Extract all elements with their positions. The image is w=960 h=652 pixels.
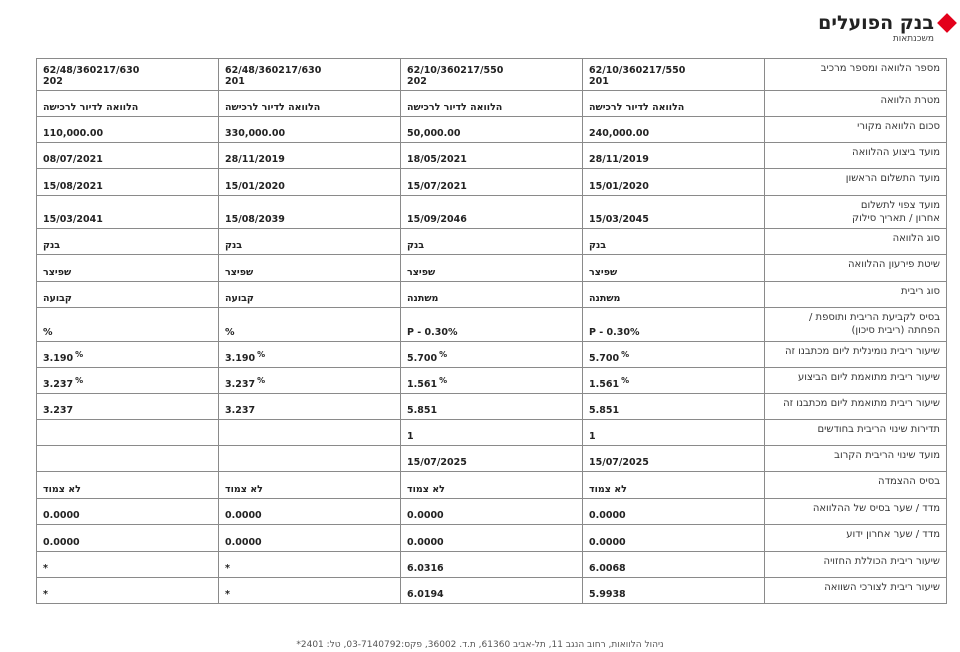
loan-2-value bbox=[401, 420, 583, 446]
row-label: סוג ריבית bbox=[765, 282, 947, 308]
cell-value: הלוואה לדיור לרכישה bbox=[407, 102, 503, 113]
loan-1-value bbox=[583, 525, 765, 552]
loan-4-value bbox=[37, 196, 219, 229]
cell-value: שפיצר bbox=[225, 267, 254, 278]
table-row bbox=[37, 308, 947, 342]
loan-3-value bbox=[219, 308, 401, 342]
row-label: שיעור ריבית לצורכי השוואה bbox=[765, 578, 947, 604]
cell-value: 15/03/2045 bbox=[589, 214, 649, 225]
loan-3-value bbox=[219, 525, 401, 552]
cell-value: 330,000.00 bbox=[225, 128, 286, 139]
loan-2-value bbox=[401, 117, 583, 143]
loan-4-value bbox=[37, 552, 219, 578]
loan-4-value bbox=[37, 308, 219, 342]
cell-value: 240,000.00 bbox=[589, 128, 650, 139]
loan-1-value bbox=[583, 169, 765, 196]
cell-value: 6.0194 bbox=[407, 589, 444, 600]
row-label: סוג הלוואה bbox=[765, 229, 947, 255]
loan-3-value bbox=[219, 59, 401, 91]
loan-2-value bbox=[401, 446, 583, 472]
table-row bbox=[37, 91, 947, 117]
cell-value: 3.237 bbox=[43, 405, 74, 416]
table-row bbox=[37, 552, 947, 578]
cell-value: 15/03/2041 bbox=[43, 214, 103, 225]
loan-4-value bbox=[37, 394, 219, 420]
cell-value: לא צמוד bbox=[407, 484, 445, 495]
cell-value: שפיצר bbox=[43, 267, 72, 278]
cell-value: 0.0000 bbox=[589, 537, 626, 548]
table-row bbox=[37, 196, 947, 229]
loan-2-value bbox=[401, 394, 583, 420]
cell-value: 0.0000 bbox=[589, 510, 626, 521]
loan-3-value bbox=[219, 446, 401, 472]
cell-value: שפיצר bbox=[407, 267, 436, 278]
logo-diamond-icon bbox=[937, 13, 957, 33]
loan-2-value bbox=[401, 578, 583, 604]
row-label: שיעור ריבית מתואמת ליום מכתבנו זה bbox=[765, 394, 947, 420]
cell-value: 0.0000 bbox=[43, 537, 80, 548]
cell-value: 62/48/360217/630 201 bbox=[225, 65, 322, 87]
loan-2-value bbox=[401, 525, 583, 552]
cell-value: 3.237 bbox=[43, 379, 74, 390]
loan-3-value bbox=[219, 196, 401, 229]
cell-value: משתנה bbox=[589, 293, 621, 304]
loan-4-value bbox=[37, 368, 219, 394]
cell-value: P - 0.30% bbox=[589, 327, 640, 338]
loan-3-value bbox=[219, 552, 401, 578]
row-label: בסיס לקביעת הריבית ותוספת / הפחתה (ריבית סיכון) bbox=[765, 308, 947, 342]
cell-value: 62/10/360217/550 202 bbox=[407, 65, 504, 87]
loan-1-value bbox=[583, 394, 765, 420]
loan-3-value bbox=[219, 229, 401, 255]
cell-value: % bbox=[43, 327, 53, 338]
loan-4-value bbox=[37, 255, 219, 282]
percent-sign: % bbox=[621, 350, 630, 359]
row-label: שיעור ריבית מתואמת ליום הביצוע bbox=[765, 368, 947, 394]
row-label: סכום הלוואה מקורי bbox=[765, 117, 947, 143]
loan-4-value bbox=[37, 229, 219, 255]
loan-1-value bbox=[583, 196, 765, 229]
percent-sign: % bbox=[257, 350, 266, 359]
loan-1-value bbox=[583, 255, 765, 282]
cell-value: * bbox=[43, 589, 48, 600]
cell-value: 6.0316 bbox=[407, 563, 444, 574]
percent-sign: % bbox=[439, 376, 448, 385]
table-row bbox=[37, 394, 947, 420]
cell-value: 5.700 bbox=[407, 353, 438, 364]
cell-value: 3.190 bbox=[43, 353, 74, 364]
loan-4-value bbox=[37, 342, 219, 368]
cell-value: 18/05/2021 bbox=[407, 154, 467, 165]
table-row bbox=[37, 229, 947, 255]
loan-4-value bbox=[37, 91, 219, 117]
loan-1-value bbox=[583, 282, 765, 308]
loan-1-value bbox=[583, 91, 765, 117]
table-row bbox=[37, 255, 947, 282]
percent-sign: % bbox=[439, 350, 448, 359]
loan-1-value bbox=[583, 117, 765, 143]
loan-4-value bbox=[37, 169, 219, 196]
loan-4-value bbox=[37, 578, 219, 604]
loan-1-value bbox=[583, 420, 765, 446]
loan-2-value bbox=[401, 282, 583, 308]
row-label: שיטת פירעון ההלוואה bbox=[765, 255, 947, 282]
cell-value: % bbox=[225, 327, 235, 338]
cell-value: 0.0000 bbox=[407, 510, 444, 521]
loan-3-value bbox=[219, 368, 401, 394]
cell-value: 5.700 bbox=[589, 353, 620, 364]
row-label: שיעור ריבית הכוללת החזויה bbox=[765, 552, 947, 578]
cell-value: משתנה bbox=[407, 293, 439, 304]
loan-3-value bbox=[219, 255, 401, 282]
table-row bbox=[37, 169, 947, 196]
cell-value: בנק bbox=[407, 240, 425, 251]
loan-3-value bbox=[219, 578, 401, 604]
loan-1-value bbox=[583, 552, 765, 578]
cell-value: 1.561 bbox=[589, 379, 620, 390]
cell-value: 28/11/2019 bbox=[589, 154, 649, 165]
cell-value: קבועה bbox=[43, 293, 72, 304]
loan-2-value bbox=[401, 499, 583, 525]
loan-2-value bbox=[401, 196, 583, 229]
loan-3-value bbox=[219, 394, 401, 420]
cell-value: קבועה bbox=[225, 293, 254, 304]
loan-1-value bbox=[583, 472, 765, 499]
cell-value: 15/07/2025 bbox=[407, 457, 467, 468]
table-row bbox=[37, 420, 947, 446]
table-row bbox=[37, 342, 947, 368]
cell-value: 28/11/2019 bbox=[225, 154, 285, 165]
table-row bbox=[37, 282, 947, 308]
row-label: מדד / שער בסיס של ההלוואה bbox=[765, 499, 947, 525]
brand-subtitle: משכנתאות bbox=[892, 34, 934, 44]
cell-value: בנק bbox=[43, 240, 61, 251]
cell-value: 3.190 bbox=[225, 353, 256, 364]
loan-2-value bbox=[401, 255, 583, 282]
loan-1-value bbox=[583, 59, 765, 91]
cell-value: 5.9938 bbox=[589, 589, 626, 600]
loan-2-value bbox=[401, 91, 583, 117]
cell-value: 50,000.00 bbox=[407, 128, 461, 139]
cell-value: לא צמוד bbox=[225, 484, 263, 495]
table-row bbox=[37, 578, 947, 604]
row-label: בסיס ההצמדה bbox=[765, 472, 947, 499]
cell-value: שפיצר bbox=[589, 267, 618, 278]
loan-2-value bbox=[401, 229, 583, 255]
row-label: מועד התשלום הראשון bbox=[765, 169, 947, 196]
loan-3-value bbox=[219, 91, 401, 117]
cell-value: 0.0000 bbox=[225, 510, 262, 521]
cell-value: 5.851 bbox=[407, 405, 438, 416]
loan-2-value bbox=[401, 59, 583, 91]
cell-value: בנק bbox=[225, 240, 243, 251]
loan-2-value bbox=[401, 169, 583, 196]
cell-value: 15/01/2020 bbox=[589, 181, 649, 192]
percent-sign: % bbox=[75, 350, 84, 359]
cell-value: 62/10/360217/550 201 bbox=[589, 65, 686, 87]
cell-value: הלוואה לדיור לרכישה bbox=[225, 102, 321, 113]
loan-3-value bbox=[219, 117, 401, 143]
percent-sign: % bbox=[621, 376, 630, 385]
loan-3-value bbox=[219, 472, 401, 499]
loan-2-value bbox=[401, 552, 583, 578]
loan-1-value bbox=[583, 229, 765, 255]
brand-name: בנק הפועלים bbox=[818, 12, 934, 34]
cell-value: הלוואה לדיור לרכישה bbox=[43, 102, 139, 113]
table-row bbox=[37, 143, 947, 169]
cell-value: 110,000.00 bbox=[43, 128, 104, 139]
cell-value: * bbox=[43, 563, 48, 574]
row-label: מספר הלוואה ומספר מרכיב bbox=[765, 59, 947, 91]
loan-2-value bbox=[401, 472, 583, 499]
loan-3-value bbox=[219, 169, 401, 196]
cell-value: 15/08/2039 bbox=[225, 214, 285, 225]
loan-4-value bbox=[37, 420, 219, 446]
cell-value: 08/07/2021 bbox=[43, 154, 103, 165]
table-row bbox=[37, 368, 947, 394]
cell-value: 5.851 bbox=[589, 405, 620, 416]
loan-1-value bbox=[583, 578, 765, 604]
cell-value: 15/01/2020 bbox=[225, 181, 285, 192]
loan-3-value bbox=[219, 499, 401, 525]
loan-3-value bbox=[219, 342, 401, 368]
loan-details-table bbox=[36, 58, 947, 604]
loan-4-value bbox=[37, 59, 219, 91]
cell-value: בנק bbox=[589, 240, 607, 251]
bank-logo bbox=[820, 12, 960, 46]
loan-3-value bbox=[219, 143, 401, 169]
row-label: מדד / שער אחרון ידוע bbox=[765, 525, 947, 552]
row-label: תדירות שינוי הריבית בחודשים bbox=[765, 420, 947, 446]
row-label: מועד שינוי הריבית הקרוב bbox=[765, 446, 947, 472]
loan-4-value bbox=[37, 117, 219, 143]
cell-value: 0.0000 bbox=[225, 537, 262, 548]
table-row bbox=[37, 59, 947, 91]
loan-1-value bbox=[583, 143, 765, 169]
loan-4-value bbox=[37, 472, 219, 499]
cell-value: * bbox=[225, 563, 230, 574]
loan-4-value bbox=[37, 143, 219, 169]
loan-1-value bbox=[583, 342, 765, 368]
footer-contact: ניהול הלוואות, רחוב הנגב 11, תל-אביב 61360, ת.ד. 36002, פקס:03-7140792, טל: 2401* bbox=[296, 640, 664, 650]
loan-2-value bbox=[401, 342, 583, 368]
cell-value: 3.237 bbox=[225, 379, 256, 390]
cell-value: הלוואה לדיור לרכישה bbox=[589, 102, 685, 113]
loan-4-value bbox=[37, 446, 219, 472]
loan-2-value bbox=[401, 143, 583, 169]
loan-1-value bbox=[583, 446, 765, 472]
cell-value: 15/07/2025 bbox=[589, 457, 649, 468]
row-label: שיעור ריבית נומינלית ליום מכתבנו זה bbox=[765, 342, 947, 368]
loan-4-value bbox=[37, 525, 219, 552]
cell-value: 1.561 bbox=[407, 379, 438, 390]
percent-sign: % bbox=[75, 376, 84, 385]
cell-value: 15/09/2046 bbox=[407, 214, 467, 225]
cell-value: לא צמוד bbox=[589, 484, 627, 495]
loan-3-value bbox=[219, 282, 401, 308]
cell-value: 1 bbox=[407, 431, 414, 442]
table-row bbox=[37, 472, 947, 499]
row-label: מועד צפוי לתשלום אחרון / תאריך סילוק bbox=[765, 196, 947, 229]
row-label: מועד ביצוע ההלוואה bbox=[765, 143, 947, 169]
row-label: מטרת הלוואה bbox=[765, 91, 947, 117]
loan-2-value bbox=[401, 368, 583, 394]
cell-value: 6.0068 bbox=[589, 563, 626, 574]
cell-value: 15/07/2021 bbox=[407, 181, 467, 192]
cell-value: 0.0000 bbox=[43, 510, 80, 521]
cell-value: 1 bbox=[589, 431, 596, 442]
cell-value: 62/48/360217/630 202 bbox=[43, 65, 140, 87]
loan-1-value bbox=[583, 308, 765, 342]
loan-1-value bbox=[583, 368, 765, 394]
loan-1-value bbox=[583, 499, 765, 525]
loan-4-value bbox=[37, 499, 219, 525]
table-row bbox=[37, 499, 947, 525]
loan-3-value bbox=[219, 420, 401, 446]
table-row bbox=[37, 117, 947, 143]
percent-sign: % bbox=[257, 376, 266, 385]
cell-value: 3.237 bbox=[225, 405, 256, 416]
cell-value: לא צמוד bbox=[43, 484, 81, 495]
table-row bbox=[37, 446, 947, 472]
loan-4-value bbox=[37, 282, 219, 308]
cell-value: * bbox=[225, 589, 230, 600]
cell-value: P - 0.30% bbox=[407, 327, 458, 338]
cell-value: 0.0000 bbox=[407, 537, 444, 548]
table-row bbox=[37, 525, 947, 552]
loan-2-value bbox=[401, 308, 583, 342]
cell-value: 15/08/2021 bbox=[43, 181, 103, 192]
